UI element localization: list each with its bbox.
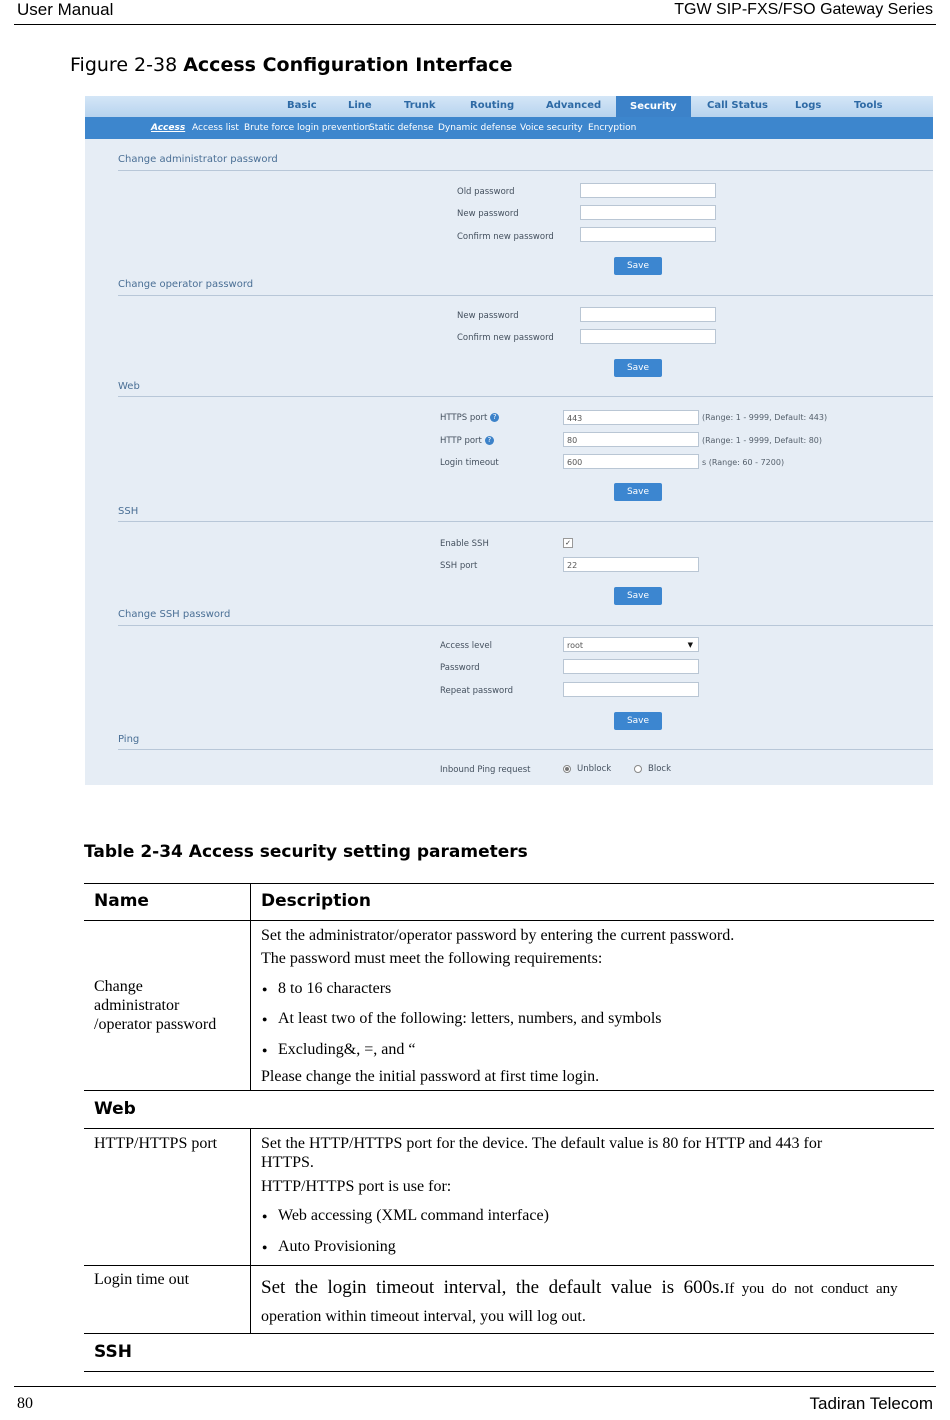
chevron-down-icon: ▼ (687, 641, 693, 649)
ssh-password-input[interactable] (563, 659, 699, 674)
header-left: User Manual (17, 0, 114, 19)
section-admin-password: Change administrator password (118, 154, 278, 165)
web-save-button[interactable]: Save (614, 483, 662, 501)
ssh-password-label: Password (440, 663, 480, 673)
enable-ssh-label: Enable SSH (440, 539, 489, 549)
operator-new-password-input[interactable] (580, 307, 716, 322)
row1-bullet-2: ● At least two of the following: letters, numbers, and symbols (278, 1010, 662, 1028)
tab-tools[interactable]: Tools (854, 100, 883, 111)
section-rule (118, 170, 933, 171)
section-operator-password: Change operator password (118, 279, 254, 290)
confirm-password-input[interactable] (580, 227, 716, 242)
figure-number: Figure 2-38 (70, 54, 184, 76)
section-ssh-heading: SSH (94, 1342, 132, 1362)
row2-bullet-2: ● Auto Provisioning (278, 1238, 396, 1256)
section-ping: Ping (118, 734, 140, 745)
row1-bullet-1: ● 8 to 16 characters (278, 980, 391, 998)
access-level-value: root (567, 641, 584, 650)
tab-routing[interactable]: Routing (470, 100, 515, 111)
ssh-password-save-button[interactable]: Save (614, 712, 662, 730)
tab-security[interactable]: Security (616, 96, 691, 117)
figure-caption (70, 54, 512, 76)
row1-bullet-3: ● Excluding&, =, and “ (278, 1041, 415, 1059)
sub-nav (85, 117, 933, 139)
ssh-save-button[interactable]: Save (614, 587, 662, 605)
enable-ssh-checkbox[interactable]: ✓ (563, 538, 573, 548)
help-icon[interactable]: ? (485, 436, 494, 445)
subtab-dynamic-defense[interactable]: Dynamic defense (438, 123, 517, 133)
help-icon[interactable]: ? (490, 413, 499, 422)
unblock-label: Unblock (577, 764, 612, 774)
tab-call-status[interactable]: Call Status (707, 100, 769, 111)
row3-desc-line2: operation within timeout interval, you will log out. (261, 1308, 586, 1325)
http-port-input[interactable]: 80 (563, 432, 699, 447)
header-right: TGW SIP-FXS/FSO Gateway Series (674, 1, 933, 18)
old-password-label: Old password (457, 187, 515, 197)
row2-bullet-1: ● Web accessing (XML command interface) (278, 1207, 549, 1225)
access-level-label: Access level (440, 641, 493, 651)
http-port-label-text: HTTP port (440, 436, 482, 446)
row2-name: HTTP/HTTPS port (94, 1135, 218, 1152)
table-rule (84, 1265, 934, 1266)
login-timeout-hint: s (Range: 60 - 7200) (702, 458, 785, 467)
block-label: Block (648, 764, 671, 774)
section-rule (118, 396, 933, 397)
https-port-label-text: HTTPS port (440, 413, 488, 423)
block-radio[interactable] (634, 764, 671, 774)
footer-rule (14, 1386, 936, 1387)
radio-selected-icon[interactable] (563, 765, 571, 773)
login-timeout-label: Login timeout (440, 458, 499, 468)
table-header-description: Description (261, 891, 371, 911)
footer-company: Tadiran Telecom (809, 1394, 933, 1413)
admin-save-button[interactable]: Save (614, 257, 662, 275)
confirm-password-label: Confirm new password (457, 232, 554, 242)
operator-confirm-password-input[interactable] (580, 329, 716, 344)
row1-name-line1: Change (94, 978, 143, 995)
tab-advanced[interactable]: Advanced (546, 100, 602, 111)
ssh-port-input[interactable]: 22 (563, 557, 699, 572)
subtab-encryption[interactable]: Encryption (588, 123, 637, 133)
row3-desc-line1 (261, 1278, 898, 1299)
new-password-input[interactable] (580, 205, 716, 220)
row3-name: Login time out (94, 1271, 190, 1288)
header-rule (14, 24, 936, 25)
tab-basic[interactable]: Basic (287, 100, 317, 111)
table-column-rule (250, 1128, 251, 1333)
subtab-brute-force[interactable]: Brute force login prevention (244, 123, 371, 133)
repeat-password-input[interactable] (563, 682, 699, 697)
old-password-input[interactable] (580, 183, 716, 198)
subtab-static-defense[interactable]: Static defense (369, 123, 434, 133)
ui-screenshot (85, 96, 933, 785)
section-ssh: SSH (118, 506, 139, 517)
subtab-access[interactable]: Access (151, 123, 186, 133)
section-rule (118, 295, 933, 296)
operator-save-button[interactable]: Save (614, 359, 662, 377)
table-rule (84, 1090, 934, 1091)
https-port-label (440, 413, 499, 423)
table-header-name: Name (94, 891, 149, 911)
repeat-password-label: Repeat password (440, 686, 513, 696)
row1-desc-line2: The password must meet the following requirements: (261, 950, 603, 967)
figure-title: Access Configuration Interface (183, 54, 513, 76)
ssh-port-label: SSH port (440, 561, 478, 571)
table-rule (84, 920, 934, 921)
unblock-radio[interactable] (563, 764, 611, 774)
section-ssh-password: Change SSH password (118, 609, 231, 620)
tab-logs[interactable]: Logs (795, 100, 822, 111)
table-rule (84, 1128, 934, 1129)
row1-name-line3: /operator password (94, 1016, 217, 1033)
table-rule (84, 1371, 934, 1372)
section-rule (118, 749, 933, 750)
table-caption: Table 2-34 Access security setting parameters (84, 842, 528, 862)
table-column-rule (250, 883, 251, 1090)
row2-desc-line1: Set the HTTP/HTTPS port for the device. The default value is 80 for HTTP and 443 for (261, 1135, 823, 1152)
https-port-input[interactable]: 443 (563, 410, 699, 425)
tab-line[interactable]: Line (348, 100, 372, 111)
operator-confirm-password-label: Confirm new password (457, 333, 554, 343)
section-web: Web (118, 381, 140, 392)
new-password-label: New password (457, 209, 519, 219)
row1-desc-line3: Please change the initial password at first time login. (261, 1068, 600, 1085)
subtab-voice-security[interactable]: Voice security (520, 123, 583, 133)
login-timeout-input[interactable]: 600 (563, 454, 699, 469)
section-rule (118, 521, 933, 522)
table-rule (84, 883, 934, 884)
inbound-ping-label: Inbound Ping request (440, 765, 531, 775)
row2-desc-line2: HTTP/HTTPS port is use for: (261, 1178, 452, 1195)
row1-name-line2: administrator (94, 997, 180, 1014)
subtab-access-list[interactable]: Access list (192, 123, 239, 133)
section-web-heading: Web (94, 1099, 136, 1119)
page-number: 80 (17, 1395, 33, 1412)
main-nav (85, 96, 933, 117)
tab-trunk[interactable]: Trunk (404, 100, 436, 111)
row2-desc-line1b: HTTPS. (261, 1154, 314, 1171)
https-port-hint: (Range: 1 - 9999, Default: 443) (702, 413, 828, 422)
radio-icon[interactable] (634, 765, 642, 773)
row3-desc-line1b: If you do not conduct any (724, 1281, 898, 1297)
section-rule (118, 625, 933, 626)
table-rule (84, 1333, 934, 1334)
http-port-hint: (Range: 1 - 9999, Default: 80) (702, 436, 822, 445)
access-level-select[interactable] (563, 637, 699, 652)
http-port-label (440, 436, 494, 446)
row3-desc-line1a: Set the login timeout interval, the default value is 600s. (261, 1277, 725, 1298)
operator-new-password-label: New password (457, 311, 519, 321)
row1-desc-line1: Set the administrator/operator password by entering the current password. (261, 927, 735, 944)
